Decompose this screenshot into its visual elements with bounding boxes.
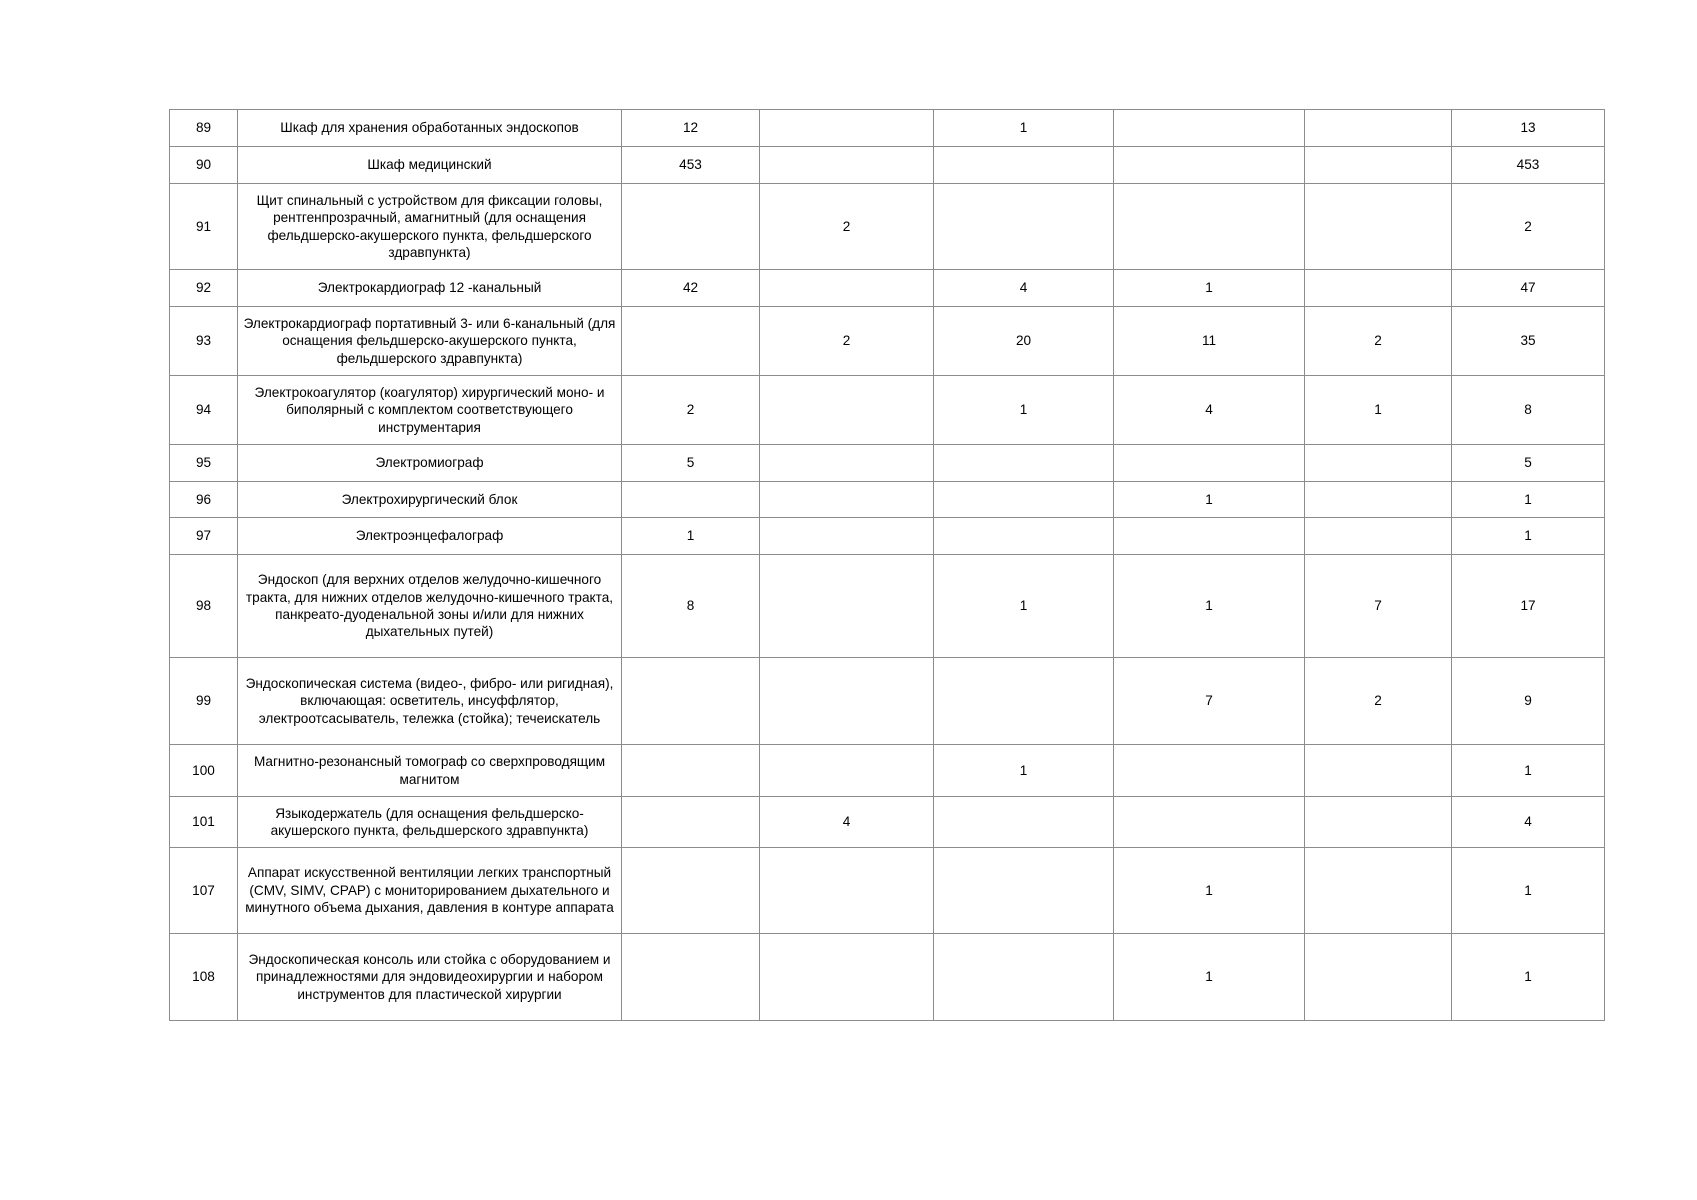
qty-col-4: 1	[1114, 934, 1305, 1021]
qty-col-5: 7	[1305, 555, 1452, 658]
table-row	[170, 555, 1605, 658]
qty-col-5	[1305, 445, 1452, 482]
equipment-name: Электроэнцефалограф	[238, 518, 622, 555]
equipment-name: Магнитно-резонансный томограф со сверхпроводящим магнитом	[238, 745, 622, 797]
qty-col-4	[1114, 797, 1305, 848]
qty-col-3: 4	[934, 270, 1114, 307]
table-row	[170, 147, 1605, 184]
table-row	[170, 376, 1605, 445]
equipment-table-body	[170, 110, 1605, 1021]
qty-col-5	[1305, 745, 1452, 797]
row-number: 97	[170, 518, 238, 555]
qty-col-4	[1114, 147, 1305, 184]
row-number: 91	[170, 184, 238, 270]
qty-col-2	[760, 518, 934, 555]
table-row	[170, 307, 1605, 376]
qty-col-5	[1305, 848, 1452, 934]
qty-total: 47	[1452, 270, 1605, 307]
qty-col-2	[760, 658, 934, 745]
table-row	[170, 797, 1605, 848]
qty-col-3	[934, 934, 1114, 1021]
equipment-name: Электрокардиограф портативный 3- или 6-канальный (для оснащения фельдшерско-акушерского пункта, фельдшерского здравпункта)	[238, 307, 622, 376]
table-row	[170, 848, 1605, 934]
qty-total: 17	[1452, 555, 1605, 658]
qty-col-5	[1305, 147, 1452, 184]
row-number: 107	[170, 848, 238, 934]
equipment-table	[169, 109, 1605, 1021]
equipment-name: Шкаф для хранения обработанных эндоскопов	[238, 110, 622, 147]
qty-col-2: 4	[760, 797, 934, 848]
qty-col-3	[934, 518, 1114, 555]
qty-col-2	[760, 934, 934, 1021]
qty-col-3: 1	[934, 376, 1114, 445]
equipment-name: Щит спинальный с устройством для фиксации головы, рентгенпрозрачный, амагнитный (для оснащения фельдшерско-акушерского пункта, фельдшерского здравпункта)	[238, 184, 622, 270]
row-number: 93	[170, 307, 238, 376]
qty-col-4	[1114, 184, 1305, 270]
table-row	[170, 934, 1605, 1021]
qty-col-4: 1	[1114, 270, 1305, 307]
qty-col-5: 2	[1305, 307, 1452, 376]
qty-col-4: 1	[1114, 555, 1305, 658]
row-number: 96	[170, 482, 238, 518]
qty-total: 1	[1452, 518, 1605, 555]
equipment-name: Электрокоагулятор (коагулятор) хирургический моно- и биполярный с комплектом соответствующего инструментария	[238, 376, 622, 445]
qty-col-2	[760, 110, 934, 147]
qty-col-5	[1305, 934, 1452, 1021]
qty-col-3	[934, 797, 1114, 848]
qty-col-1: 8	[622, 555, 760, 658]
qty-col-2	[760, 745, 934, 797]
qty-col-1: 5	[622, 445, 760, 482]
equipment-name: Аппарат искусственной вентиляции легких транспортный (CMV, SIMV, CPAP) с мониторированием дыхательного и минутного объема дыхания, давления в контуре аппарата	[238, 848, 622, 934]
qty-total: 1	[1452, 848, 1605, 934]
qty-col-1	[622, 745, 760, 797]
qty-col-3	[934, 658, 1114, 745]
qty-col-2	[760, 445, 934, 482]
equipment-name: Эндоскоп (для верхних отделов желудочно-кишечного тракта, для нижних отделов желудочно-кишечного тракта, панкреато-дуоденальной зоны и/или для нижних дыхательных путей)	[238, 555, 622, 658]
qty-col-2	[760, 376, 934, 445]
qty-total: 1	[1452, 482, 1605, 518]
qty-col-1	[622, 184, 760, 270]
qty-total: 13	[1452, 110, 1605, 147]
qty-col-2	[760, 555, 934, 658]
qty-total: 5	[1452, 445, 1605, 482]
qty-col-5	[1305, 797, 1452, 848]
row-number: 98	[170, 555, 238, 658]
qty-col-3	[934, 147, 1114, 184]
qty-total: 4	[1452, 797, 1605, 848]
qty-col-1: 2	[622, 376, 760, 445]
qty-col-1	[622, 797, 760, 848]
row-number: 90	[170, 147, 238, 184]
table-row	[170, 482, 1605, 518]
qty-col-4: 4	[1114, 376, 1305, 445]
row-number: 99	[170, 658, 238, 745]
qty-col-1: 453	[622, 147, 760, 184]
qty-col-5	[1305, 270, 1452, 307]
equipment-name: Электромиограф	[238, 445, 622, 482]
table-row	[170, 518, 1605, 555]
qty-col-4: 11	[1114, 307, 1305, 376]
qty-col-1	[622, 307, 760, 376]
qty-total: 1	[1452, 745, 1605, 797]
qty-col-2: 2	[760, 307, 934, 376]
qty-col-1	[622, 848, 760, 934]
qty-total: 2	[1452, 184, 1605, 270]
table-row	[170, 658, 1605, 745]
table-row	[170, 445, 1605, 482]
row-number: 94	[170, 376, 238, 445]
qty-col-5	[1305, 110, 1452, 147]
table-row	[170, 270, 1605, 307]
qty-col-3: 20	[934, 307, 1114, 376]
equipment-name: Электрокардиограф 12 -канальный	[238, 270, 622, 307]
qty-col-2	[760, 848, 934, 934]
equipment-name: Эндоскопическая система (видео-, фибро- или ригидная), включающая: осветитель, инсуффлятор, электроотсасыватель, тележка (стойка); течеискатель	[238, 658, 622, 745]
qty-col-3	[934, 184, 1114, 270]
qty-col-1: 12	[622, 110, 760, 147]
qty-col-1	[622, 482, 760, 518]
qty-col-3: 1	[934, 110, 1114, 147]
qty-col-4: 1	[1114, 848, 1305, 934]
qty-col-4: 7	[1114, 658, 1305, 745]
table-row	[170, 745, 1605, 797]
table-row	[170, 110, 1605, 147]
qty-col-2	[760, 270, 934, 307]
equipment-name: Языкодержатель (для оснащения фельдшерско-акушерского пункта, фельдшерского здравпункта)	[238, 797, 622, 848]
qty-col-2	[760, 147, 934, 184]
equipment-name: Эндоскопическая консоль или стойка с оборудованием и принадлежностями для эндовидеохирургии и набором инструментов для пластической хирургии	[238, 934, 622, 1021]
qty-col-3: 1	[934, 745, 1114, 797]
qty-total: 9	[1452, 658, 1605, 745]
qty-total: 453	[1452, 147, 1605, 184]
qty-col-1: 1	[622, 518, 760, 555]
qty-total: 1	[1452, 934, 1605, 1021]
qty-col-5: 1	[1305, 376, 1452, 445]
qty-col-1: 42	[622, 270, 760, 307]
qty-col-5	[1305, 518, 1452, 555]
table-row	[170, 184, 1605, 270]
qty-col-5: 2	[1305, 658, 1452, 745]
qty-total: 8	[1452, 376, 1605, 445]
row-number: 92	[170, 270, 238, 307]
row-number: 101	[170, 797, 238, 848]
qty-col-4	[1114, 518, 1305, 555]
row-number: 100	[170, 745, 238, 797]
qty-col-4: 1	[1114, 482, 1305, 518]
qty-col-5	[1305, 482, 1452, 518]
qty-col-1	[622, 934, 760, 1021]
row-number: 95	[170, 445, 238, 482]
qty-col-3	[934, 445, 1114, 482]
qty-col-2	[760, 482, 934, 518]
qty-col-3	[934, 848, 1114, 934]
qty-col-2: 2	[760, 184, 934, 270]
qty-col-4	[1114, 445, 1305, 482]
qty-col-1	[622, 658, 760, 745]
qty-col-3: 1	[934, 555, 1114, 658]
qty-col-5	[1305, 184, 1452, 270]
row-number: 89	[170, 110, 238, 147]
qty-total: 35	[1452, 307, 1605, 376]
qty-col-4	[1114, 110, 1305, 147]
row-number: 108	[170, 934, 238, 1021]
equipment-name: Шкаф медицинский	[238, 147, 622, 184]
equipment-name: Электрохирургический блок	[238, 482, 622, 518]
qty-col-4	[1114, 745, 1305, 797]
qty-col-3	[934, 482, 1114, 518]
